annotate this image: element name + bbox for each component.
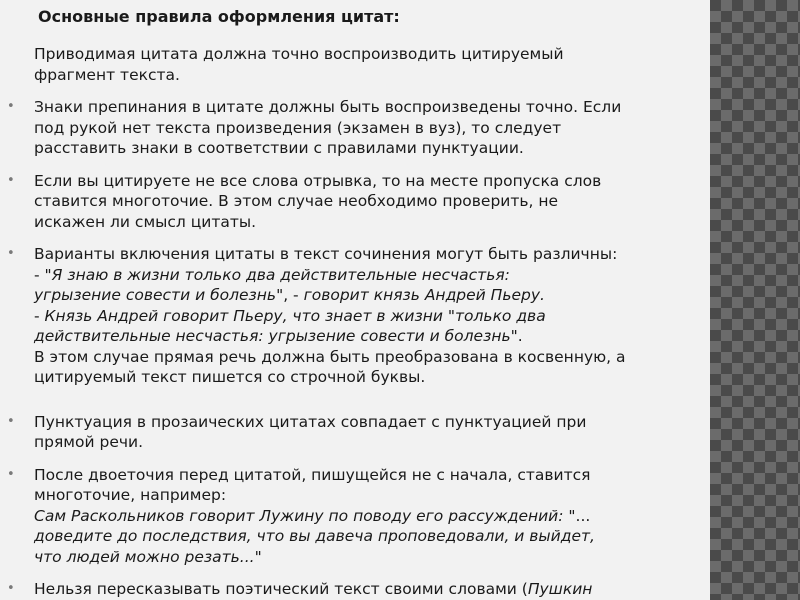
text-fragment: "... — [563, 506, 591, 525]
quote-fragment: Князь Андрей говорит Пьеру, что знает в жизни — [44, 306, 443, 325]
text-line — [34, 412, 708, 433]
text-line — [34, 118, 708, 139]
rule-item — [0, 412, 708, 453]
text-line — [34, 97, 708, 118]
text-line — [34, 191, 708, 212]
text-fragment: - " — [34, 265, 52, 284]
text-line — [34, 171, 708, 192]
text-fragment: После двоеточия перед цитатой, пишущейся не с начала, ставится — [34, 465, 591, 484]
rules-list — [0, 44, 708, 600]
text-line — [34, 579, 708, 600]
quote-fragment: Я знаю в жизни только два действительные несчастья: — [51, 265, 510, 284]
text-line — [34, 432, 708, 453]
text-fragment: Если вы цитируете не все слова отрывка, то на месте пропуска слов — [34, 171, 602, 190]
bullet-icon: • — [7, 466, 15, 482]
text-line — [34, 138, 708, 159]
text-line — [34, 306, 708, 327]
text-line — [34, 285, 708, 306]
bullet-icon: • — [7, 99, 15, 114]
text-fragment: прямой речи. — [34, 433, 144, 451]
quote-fragment: Пушкин — [527, 580, 593, 598]
text-fragment: В этом случае прямая речь должна быть преобразована в косвенную, а — [34, 347, 626, 366]
text-fragment: Приводимая цитата должна точно воспроизводить цитируемый — [34, 45, 564, 63]
text-line — [34, 526, 708, 547]
text-fragment: Нельзя пересказывать поэтический текст своими словами ( — [34, 580, 528, 598]
text-fragment: - — [34, 306, 45, 325]
text-fragment: искажен ли смысл цитаты. — [34, 212, 257, 231]
quote-fragment: доведите до последствия, что вы давеча проповедовали, и выйдет, — [34, 527, 595, 545]
text-fragment: Знаки препинания в цитате должны быть воспроизведены точно. Если — [34, 98, 622, 116]
text-fragment: цитируемый текст пишется со строчной буквы. — [34, 368, 426, 386]
rule-item — [0, 465, 708, 568]
text-line — [34, 212, 708, 233]
quote-fragment: Сам Раскольников говорит Лужину по поводу его рассуждений: — [34, 506, 564, 525]
text-line — [34, 465, 708, 486]
quote-fragment: говорит князь Андрей Пьеру. — [303, 286, 545, 304]
rule-item — [0, 44, 708, 85]
quote-fragment: угрызение совести и болезнь — [34, 286, 277, 304]
decorative-side-pattern — [710, 0, 800, 600]
bullet-icon: • — [7, 581, 15, 596]
text-fragment: " — [442, 306, 456, 325]
rule-item — [0, 579, 708, 600]
text-line — [34, 367, 708, 388]
text-line — [34, 44, 708, 65]
bullet-icon: • — [7, 413, 15, 429]
text-fragment: расставить знаки в соответствии с правилами пунктуации. — [34, 139, 524, 157]
text-fragment: " — [254, 547, 262, 566]
rule-item — [0, 171, 708, 233]
rule-item — [0, 244, 708, 388]
text-line — [34, 265, 708, 286]
quote-fragment: только два — [455, 306, 546, 325]
bullet-icon: • — [7, 246, 15, 261]
text-fragment: многоточие, например: — [34, 486, 227, 504]
slide-title: Основные правила оформления цитат: — [38, 7, 400, 26]
bullet-icon: • — [7, 172, 15, 188]
text-line — [34, 65, 708, 86]
text-fragment: ", - — [276, 286, 304, 304]
text-fragment: под рукой нет текста произведения (экзамен в вуз), то следует — [34, 118, 562, 137]
text-line — [34, 347, 708, 368]
text-line — [34, 547, 708, 568]
text-fragment: ставится многоточие. В этом случае необходимо проверить, не — [34, 192, 559, 210]
text-fragment: Пунктуация в прозаических цитатах совпадает с пунктуацией при — [34, 412, 587, 431]
quote-fragment: действительные несчастья: угрызение совести и болезнь — [34, 327, 511, 345]
text-line — [34, 485, 708, 506]
quote-fragment: что людей можно резать... — [34, 547, 255, 566]
text-fragment: ". — [510, 327, 523, 345]
text-fragment: Варианты включения цитаты в текст сочинения могут быть различны: — [34, 245, 618, 263]
text-line — [34, 326, 708, 347]
text-fragment: фрагмент текста. — [34, 65, 180, 84]
rule-item — [0, 97, 708, 159]
text-line — [34, 506, 708, 527]
text-line — [34, 244, 708, 265]
